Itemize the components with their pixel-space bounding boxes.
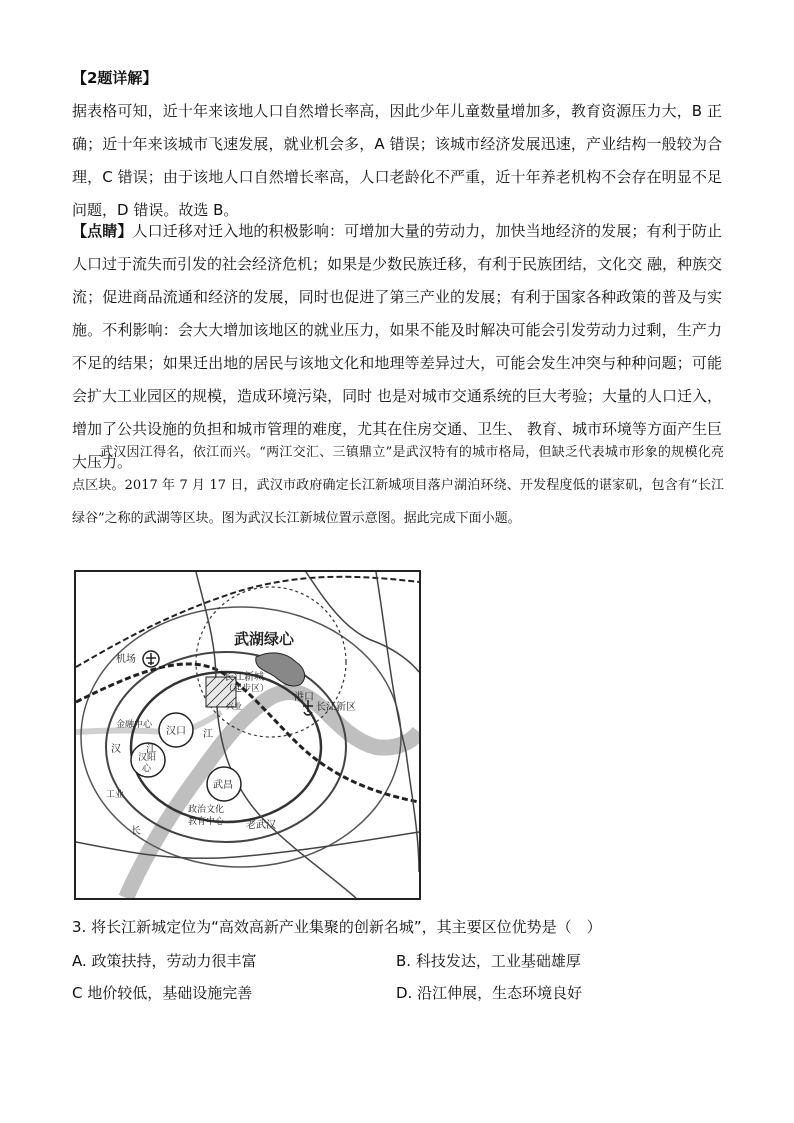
q2-detail-paragraph — [72, 62, 722, 227]
label-newcity: 长江新城 — [224, 672, 264, 683]
reading-passage: 武汉因江得名，依江而兴。“两江交汇、三镇鼎立”是武汉特有的城市格局，但缺乏代表城市形象的规模化亮点区块。2017 年 7 月 17 日，武汉市政府确定长江新城项目落户湖泊环绕、开发程度低的谌家矶，包含有“长江绿谷”之称的武湖等区块。图为武汉长江新城位置示意图。据此完成下面小题。 — [72, 445, 724, 526]
map-drawing — [76, 572, 419, 898]
label-jiang: 江 — [146, 744, 156, 755]
question-text: 将长江新城定位为“高效高新产业集聚的创新名城”，其主要区位优势是（ ） — [91, 918, 602, 936]
label-wuchang: 武昌 — [213, 780, 233, 791]
label-zhengzhi: 政治文化 — [188, 805, 225, 815]
label-hanyang: 汉阳 — [138, 753, 157, 763]
point-note-body: 人口迁移对迁入地的积极影响：可增加大量的劳动力，加快当地经济的发展；有利于防止人口过于流失而引发的社会经济危机；如果是少数民族迁移，有利于民族团结，文化交 融，种族交流；促进商品流通和经济的发展，同时也促进了第三产业的发展；有利于国家各种政策的普及与实施。不利影响：会大大增加该地区的就业压力，如果不能及时解决可能会引发劳动力过剩，生产力不足的结果；如果迁出地的居民与该地文化和地理等差异过大，可能会发生冲突与种种问题；可能会扩大工业园区的规模，造成环境污染，同时 也是对城市交通系统的巨大考验；大量的人口迁入，增加了公共设施的负担和城市管理的难度，尤其在住房交通、卫生、 教育、城市环境等方面产生巨大压力。 — [72, 222, 722, 471]
label-chang: 长 — [131, 826, 141, 837]
wuhan-location-map — [74, 570, 421, 900]
point-note-heading: 【点睛】 — [72, 222, 133, 240]
label-port: 港口 — [294, 692, 314, 703]
option-c[interactable]: C 地价较低，基础设施完善 — [72, 984, 253, 1002]
question-3 — [72, 916, 722, 938]
label-newdistrict: 长江新区 — [316, 702, 356, 713]
label-han: 汉 — [111, 744, 121, 755]
label-wuhu: 武湖绿心 — [234, 630, 295, 648]
road-south — [76, 832, 419, 858]
label-gongye: 工业 — [106, 790, 125, 800]
road-ne — [306, 572, 419, 672]
label-jiaoyu: 教育中心 — [188, 817, 225, 827]
q2-detail-body: 据表格可知，近十年来该地人口自然增长率高，因此少年儿童数量增加多，教育资源压力大，B 正确；近十年来该城市飞速发展，就业机会多，A 错误；该城市经济发展迅速，产业结构一般较为合理，C 错误；由于该地人口自然增长率高，人口老龄化不严重，近十年养老机构不会存在明显不足问题，D 错误。故选 B。 — [72, 102, 722, 219]
option-a[interactable]: A. 政策扶持，劳动力很丰富 — [72, 952, 257, 970]
road-east — [376, 572, 419, 872]
label-laowuhan: 老武汉 — [246, 820, 276, 831]
label-airport: 机场 — [116, 654, 136, 665]
option-b[interactable]: B. 科技发达，工业基础雄厚 — [396, 952, 581, 970]
expressway — [196, 572, 356, 898]
label-xin: 心 — [142, 764, 152, 774]
label-jiang2: 江 — [203, 729, 213, 740]
label-startzone: （起步区） — [224, 684, 270, 694]
label-hankou: 汉口 — [166, 726, 186, 737]
label-finance: 金融中心 — [116, 720, 153, 730]
q2-detail-heading: 【2题详解】 — [72, 69, 158, 87]
option-d[interactable]: D. 沿江伸展，生态环境良好 — [396, 984, 583, 1002]
label-xingye: 兴业 — [226, 702, 242, 711]
question-number: 3. — [72, 918, 87, 936]
